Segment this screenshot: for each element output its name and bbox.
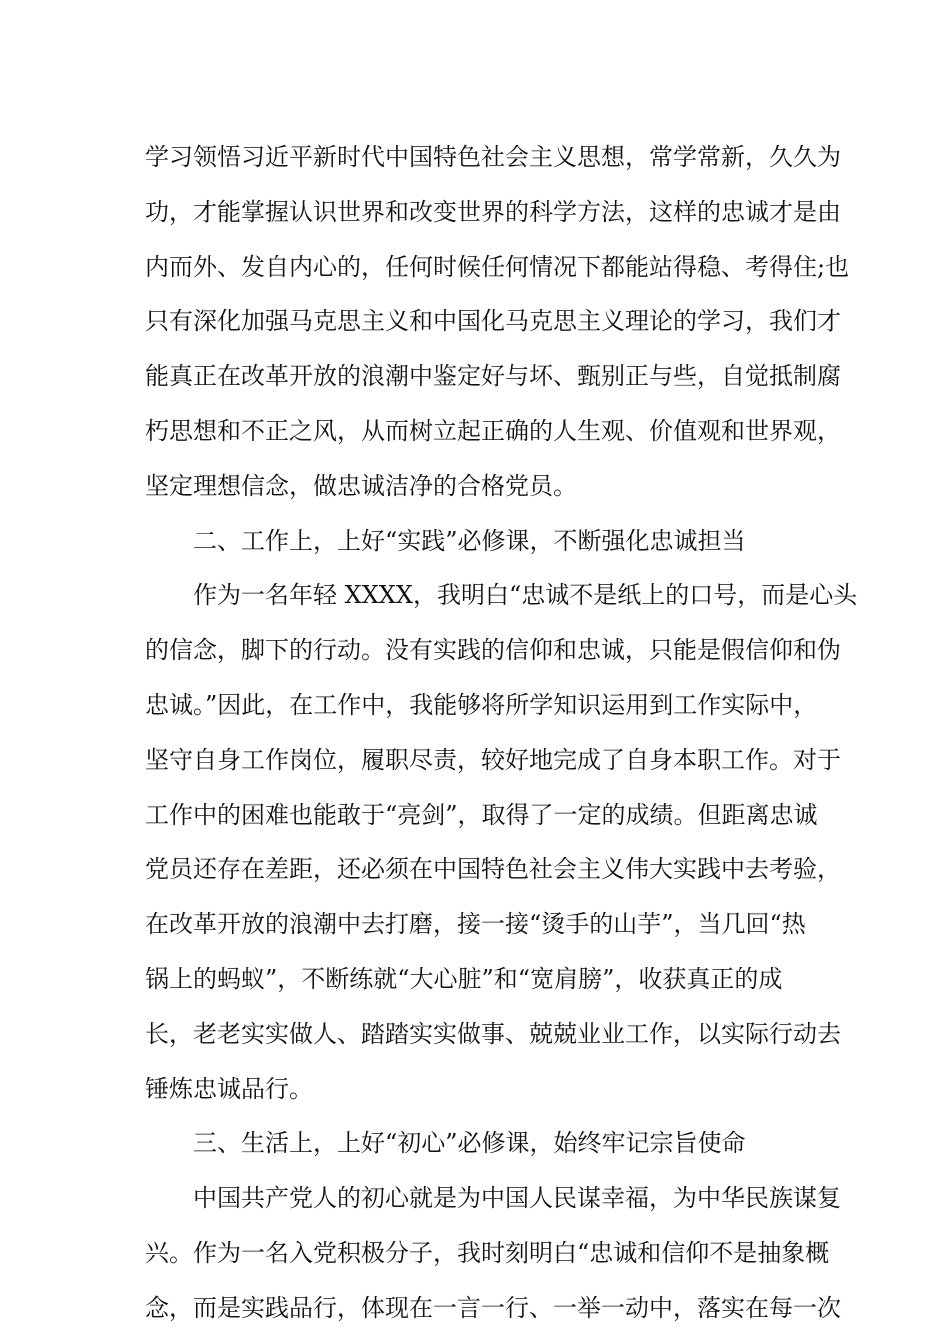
text-line: 在改革开放的浪潮中去打磨，接一接“烫手的山芋”，当几回“热 [145, 910, 806, 939]
section-heading: 三、生活上，上好“初心”必修课，始终牢记宗旨使命 [193, 1129, 746, 1158]
text-line: 忠诚。”因此，在工作中，我能够将所学知识运用到工作实际中， [145, 690, 818, 719]
text-line: 长，老老实实做人、踏踏实实做事、兢兢业业工作，以实际行动去 [145, 1019, 841, 1048]
text-line: 只有深化加强马克思主义和中国化马克思主义理论的学习，我们才 [145, 307, 841, 336]
text-line: 锤炼忠诚品行。 [145, 1074, 313, 1103]
text-line: 坚守自身工作岗位，履职尽责，较好地完成了自身本职工作。对于 [145, 745, 841, 774]
text-line: 党员还存在差距，还必须在中国特色社会主义伟大实践中去考验， [145, 855, 841, 884]
text-line: 坚定理想信念，做忠诚洁净的合格党员。 [145, 471, 577, 500]
document-body [145, 130, 858, 1336]
text-line: 工作中的困难也能敢于“亮剑”，取得了一定的成绩。但距离忠诚 [145, 800, 818, 829]
text-line: 朽思想和不正之风，从而树立起正确的人生观、价值观和世界观， [145, 416, 841, 445]
text-line: 作为一名年轻 XXXX，我明白“忠诚不是纸上的口号，而是心头 [193, 581, 858, 610]
text-line: 锅上的蚂蚁”，不断练就“大心脏”和“宽肩膀”，收获真正的成 [145, 964, 783, 993]
text-line: 内而外、发自内心的，任何时候任何情况下都能站得稳、考得住;也 [145, 252, 850, 281]
text-line: 念，而是实践品行，体现在一言一行、一举一动中，落实在每一次 [145, 1293, 841, 1322]
text-line: 学习领悟习近平新时代中国特色社会主义思想，常学常新，久久为 [145, 143, 841, 171]
section-heading: 二、工作上，上好“实践”必修课，不断强化忠诚担当 [193, 526, 746, 555]
text-line: 兴。作为一名入党积极分子，我时刻明白“忠诚和信仰不是抽象概 [145, 1238, 830, 1267]
text-line: 功，才能掌握认识世界和改变世界的科学方法，这样的忠诚才是由 [145, 197, 841, 226]
text-line: 能真正在改革开放的浪潮中鉴定好与坏、甄别正与些，自觉抵制腐 [145, 362, 841, 391]
text-line: 的信念，脚下的行动。没有实践的信仰和忠诚，只能是假信仰和伪 [145, 636, 841, 665]
text-line: 中国共产党人的初心就是为中国人民谋幸福，为中华民族谋复 [193, 1184, 841, 1213]
